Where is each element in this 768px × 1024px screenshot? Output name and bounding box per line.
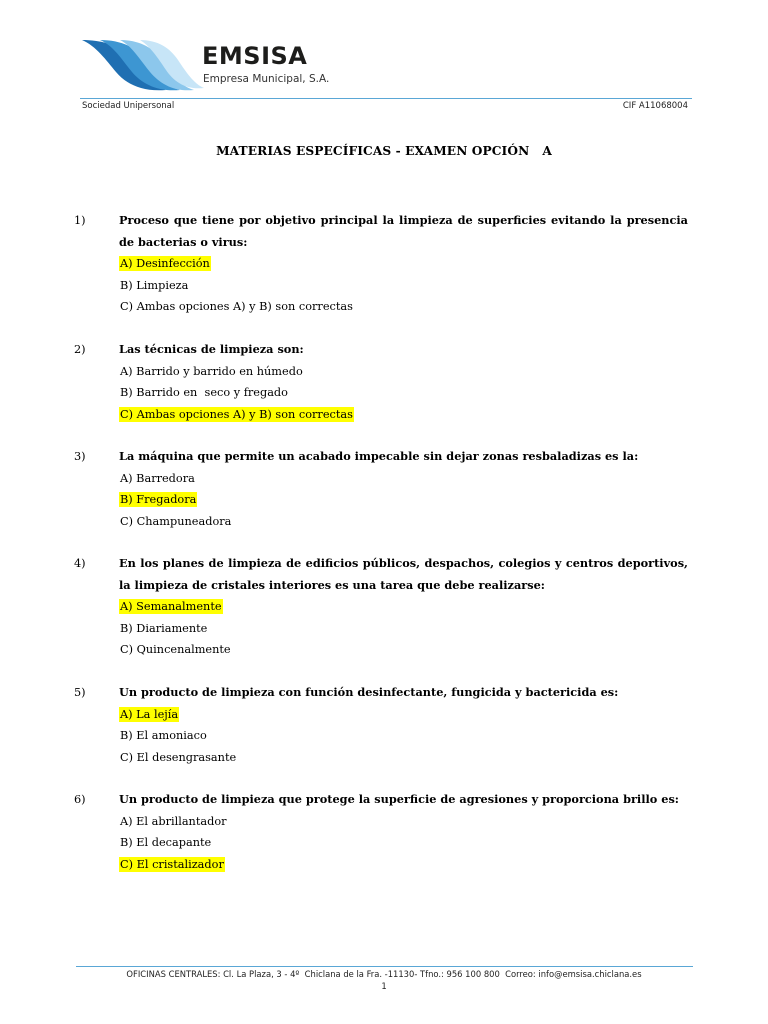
brand-subtitle: Empresa Municipal, S.A. xyxy=(203,73,330,85)
question-4 xyxy=(74,553,688,661)
question-text: Las técnicas de limpieza son: xyxy=(119,342,304,356)
option-a xyxy=(119,253,688,275)
option-b xyxy=(119,489,688,511)
option-label: B) El amoniaco xyxy=(120,729,207,742)
option-a xyxy=(119,361,688,383)
option-b xyxy=(119,832,688,854)
question-text: La máquina que permite un acabado impecable sin dejar zonas resbaladizas es la: xyxy=(119,449,639,463)
option-b xyxy=(119,382,688,404)
option-label: A) El abrillantador xyxy=(120,814,227,828)
question-text: Un producto de limpieza con función desinfectante, fungicida y bactericida es: xyxy=(119,685,619,699)
question-number: 1) xyxy=(74,214,86,227)
option-label: B) Limpieza xyxy=(120,278,189,292)
header-divider xyxy=(80,98,692,99)
option-label: B) El decapante xyxy=(120,836,212,849)
option-label: B) Fregadora xyxy=(120,493,197,506)
option-label: A) Semanalmente xyxy=(120,600,222,613)
footer-address: OFICINAS CENTRALES: Cl. La Plaza, 3 - 4º Chiclana de la Fra. -11130- Tfno.: 956 100 800 Correo: info@emsisa.chiclana.es xyxy=(126,969,642,979)
option-c xyxy=(119,747,688,769)
option-label: A) Desinfección xyxy=(120,257,210,270)
header-cif: CIF A11068004 xyxy=(622,101,688,111)
option-label: A) La lejía xyxy=(120,707,179,721)
option-c xyxy=(119,854,688,876)
question-1 xyxy=(74,210,688,318)
option-c xyxy=(119,511,688,533)
option-label: B) Diariamente xyxy=(120,621,208,635)
option-label: A) Barredora xyxy=(120,471,195,485)
option-a xyxy=(119,811,688,833)
page-number: 1 xyxy=(381,981,387,991)
option-c xyxy=(119,639,688,661)
question-3 xyxy=(74,446,688,532)
option-label: C) Champuneadora xyxy=(120,514,232,528)
option-a xyxy=(119,468,688,490)
question-number: 2) xyxy=(74,343,86,356)
option-label: B) Barrido en seco y fregado xyxy=(120,386,288,399)
option-b xyxy=(119,618,688,640)
question-number: 3) xyxy=(74,450,86,463)
footer-divider xyxy=(76,966,693,967)
option-label: A) Barrido y barrido en húmedo xyxy=(120,364,303,378)
question-text: Un producto de limpieza que protege la superficie de agresiones y proporciona brillo es: xyxy=(119,792,679,806)
question-2 xyxy=(74,339,688,425)
emsisa-logo-icon xyxy=(82,40,204,92)
option-label: C) Ambas opciones A) y B) son correctas xyxy=(120,300,353,313)
question-number: 6) xyxy=(74,793,86,806)
header-left-text: Sociedad Unipersonal xyxy=(82,101,175,111)
option-label: C) El cristalizador xyxy=(120,857,224,871)
brand-name: EMSISA xyxy=(202,42,308,70)
question-number: 4) xyxy=(74,557,86,570)
option-b xyxy=(119,725,688,747)
option-b xyxy=(119,275,688,297)
page-title: MATERIAS ESPECÍFICAS - EXAMEN OPCIÓN A xyxy=(216,144,552,158)
question-text: Proceso que tiene por objetivo principal la limpieza de superficies evitando la presencia de bacterias o virus: xyxy=(119,213,688,249)
question-text: En los planes de limpieza de edificios públicos, despachos, colegios y centros deportivos, la limpieza de cristales interiores es una tarea que debe realizarse: xyxy=(119,556,688,592)
option-label: C) El desengrasante xyxy=(120,750,237,764)
option-c xyxy=(119,296,688,318)
option-a xyxy=(119,596,688,618)
question-6 xyxy=(74,789,688,875)
option-label: C) Ambas opciones A) y B) son correctas xyxy=(120,407,353,421)
option-a xyxy=(119,704,688,726)
option-c xyxy=(119,404,688,426)
option-label: C) Quincenalmente xyxy=(120,643,231,656)
question-number: 5) xyxy=(74,686,86,699)
question-5 xyxy=(74,682,688,768)
